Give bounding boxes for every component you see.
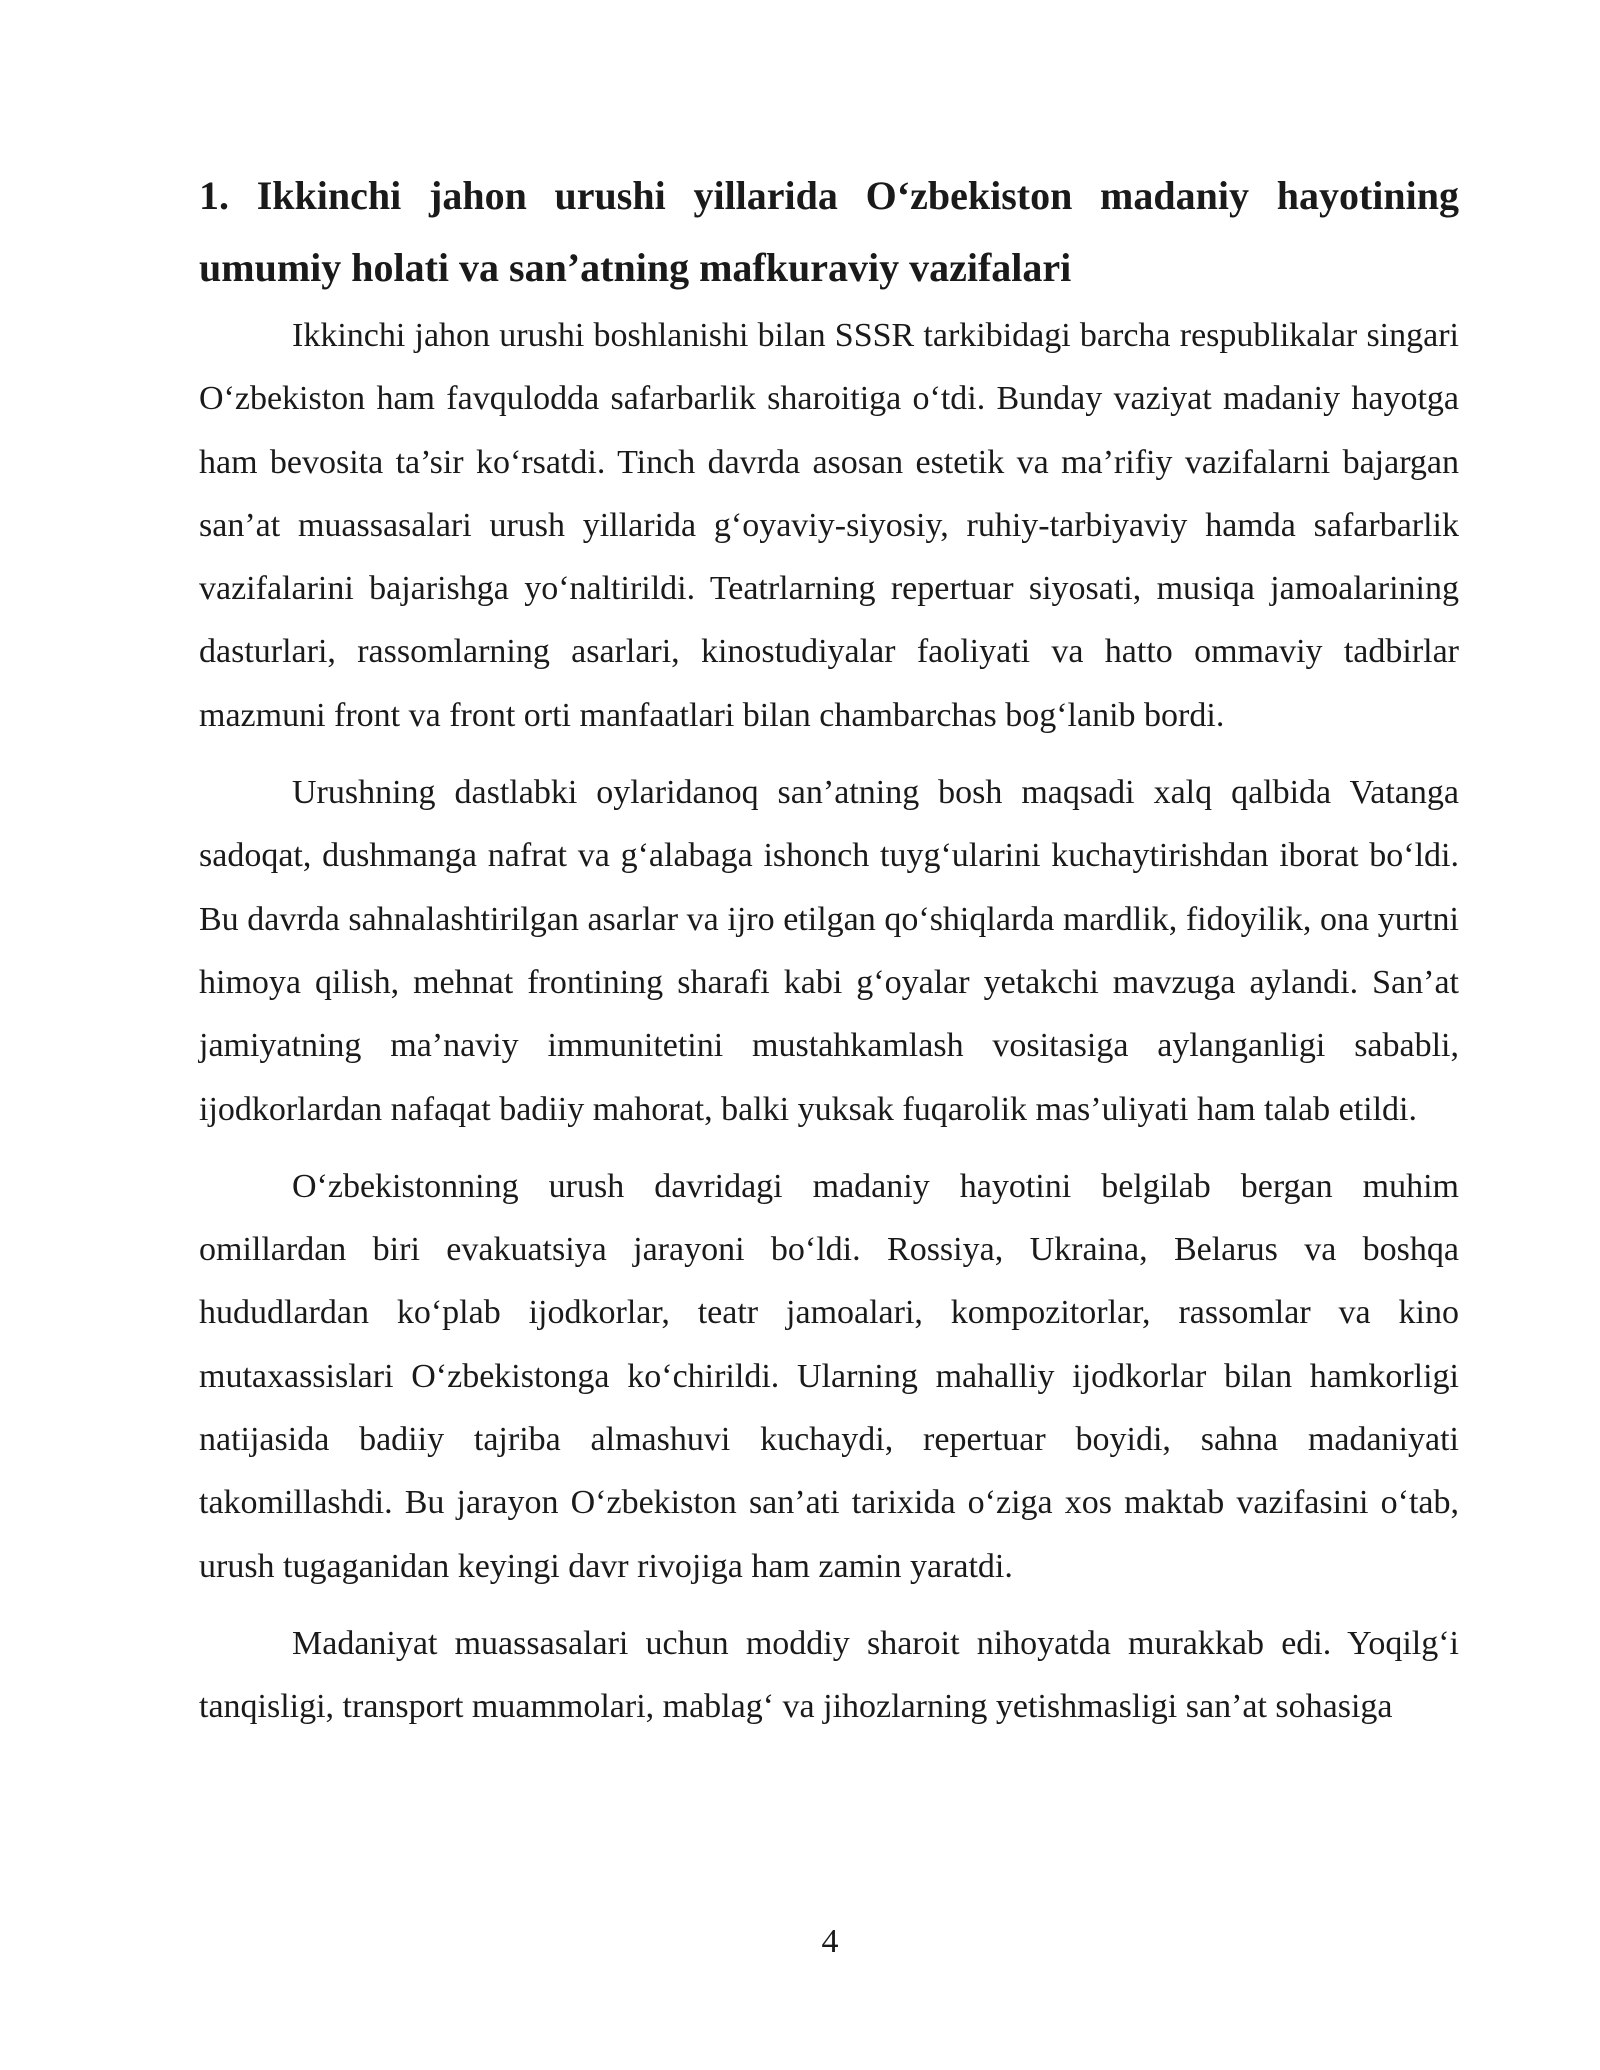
paragraph-4: Madaniyat muassasalari uchun moddiy sharoit nihoyatda murakkab edi. Yoqilg‘i tanqisligi, transport muammolari, mablag‘ va jihozlarning yetishmasligi san’at sohasiga <box>199 1624 1459 1726</box>
paragraph-2: Urushning dastlabki oylaridanoq san’atning bosh maqsadi xalq qalbida Vatanga sadoqat, dushmanga nafrat va g‘alabaga ishonch tuyg‘ularini kuchaytirishdan iborat bo‘ldi. Bu davrda sahnalashtirilgan asarlar va ijro etilgan qo‘shiqlarda mardlik, fidoyilik, ona yurtni himoya qilish, mehnat frontining sharafi kabi g‘oyalar yetakchi mavzuga aylandi. San’at jamiyatning ma’naviy immunitetini mustahkamlash vositasiga aylanganligi sababli, ijodkorlardan nafaqat badiiy mahorat, balki yuksak fuqarolik mas’uliyati ham talab etildi. <box>199 774 1459 1128</box>
section-heading: 1. Ikkinchi jahon urushi yillarida O‘zbekiston madaniy hayotining umumiy holati va san’atning mafkuraviy vazifalari <box>199 173 1459 290</box>
paragraph-3: O‘zbekistonning urush davridagi madaniy hayotini belgilab bergan muhim omillardan biri evakuatsiya jarayoni bo‘ldi. Rossiya, Ukraina, Belarus va boshqa hududlardan ko‘plab ijodkorlar, teatr jamoalari, kompozitorlar, rassomlar va kino mutaxassislari O‘zbekistonga ko‘chirildi. Ularning mahalliy ijodkorlar bilan hamkorligi natijasida badiiy tajriba almashuvi kuchaydi, repertuar boyidi, sahna madaniyati takomillashdi. Bu jarayon O‘zbekiston san’ati tarixida o‘ziga xos maktab vazifasini o‘tab, urush tugaganidan keyingi davr rivojiga ham zamin yaratdi. <box>199 1167 1459 1585</box>
page-number: 4 <box>821 1923 839 1960</box>
document-body <box>199 160 1459 1739</box>
paragraph-1: Ikkinchi jahon urushi boshlanishi bilan SSSR tarkibidagi barcha respublikalar singari O‘zbekiston ham favqulodda safarbarlik sharoitiga o‘tdi. Bunday vaziyat madaniy hayotga ham bevosita ta’sir ko‘rsatdi. Tinch davrda asosan estetik va ma’rifiy vazifalarni bajargan san’at muassasalari urush yillarida g‘oyaviy-siyosiy, ruhiy-tarbiyaviy hamda safarbarlik vazifalarini bajarishga yo‘naltirildi. Teatrlarning repertuar siyosati, musiqa jamoalarining dasturlari, rassomlarning asarlari, kinostudiyalar faoliyati va hatto ommaviy tadbirlar mazmuni front va front orti manfaatlari bilan chambarchas bog‘lanib bordi. <box>199 317 1459 734</box>
